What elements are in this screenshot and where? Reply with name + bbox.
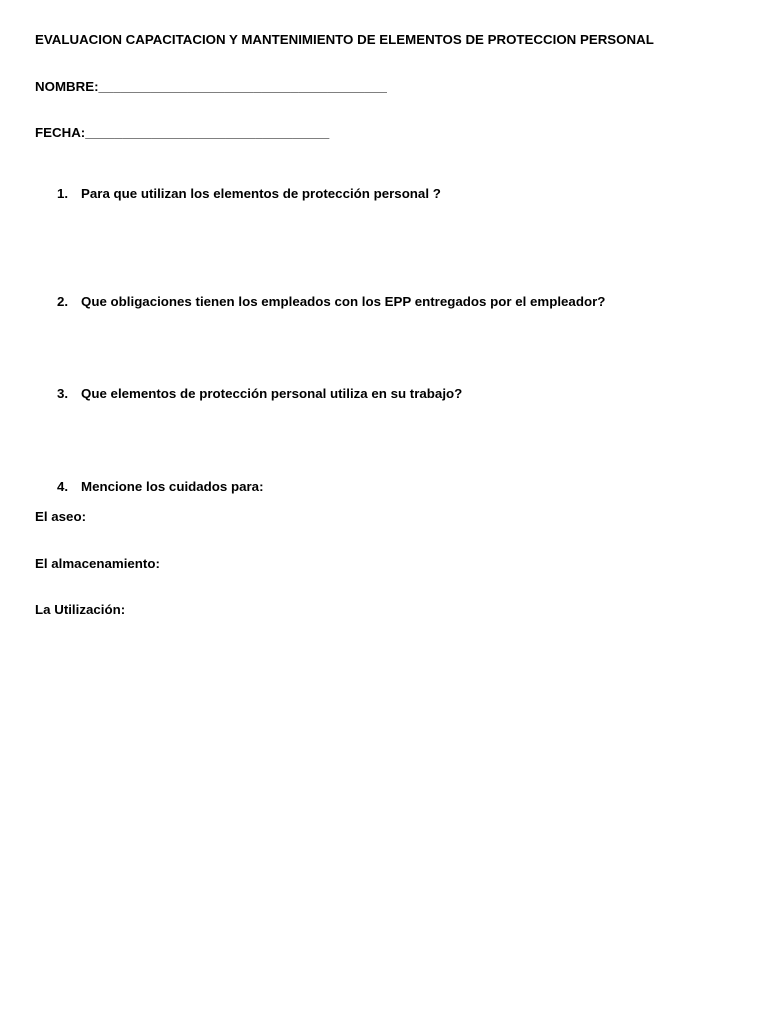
question-number: 3. <box>57 386 69 401</box>
sub-item-utilizacion: La Utilización: <box>35 602 126 617</box>
question-text: Mencione los cuidados para: <box>81 479 264 494</box>
question-number: 2. <box>57 294 69 309</box>
fecha-field: FECHA:_________________________________ <box>35 125 330 140</box>
nombre-field: NOMBRE:_______________________________________ <box>35 79 387 94</box>
question-3 <box>57 386 462 402</box>
question-number: 4. <box>57 479 69 494</box>
question-text: Que obligaciones tienen los empleados con los EPP entregados por el empleador? <box>81 294 606 309</box>
sub-item-aseo: El aseo: <box>35 509 86 524</box>
question-text: Que elementos de protección personal utiliza en su trabajo? <box>81 386 463 401</box>
question-2 <box>57 294 605 310</box>
question-1 <box>57 186 441 202</box>
question-4 <box>57 479 264 495</box>
document-title: EVALUACION CAPACITACION Y MANTENIMIENTO DE ELEMENTOS DE PROTECCION PERSONAL <box>35 32 654 47</box>
question-text: Para que utilizan los elementos de protección personal ? <box>81 186 441 201</box>
sub-item-almacenamiento: El almacenamiento: <box>35 556 160 571</box>
question-number: 1. <box>57 186 69 201</box>
